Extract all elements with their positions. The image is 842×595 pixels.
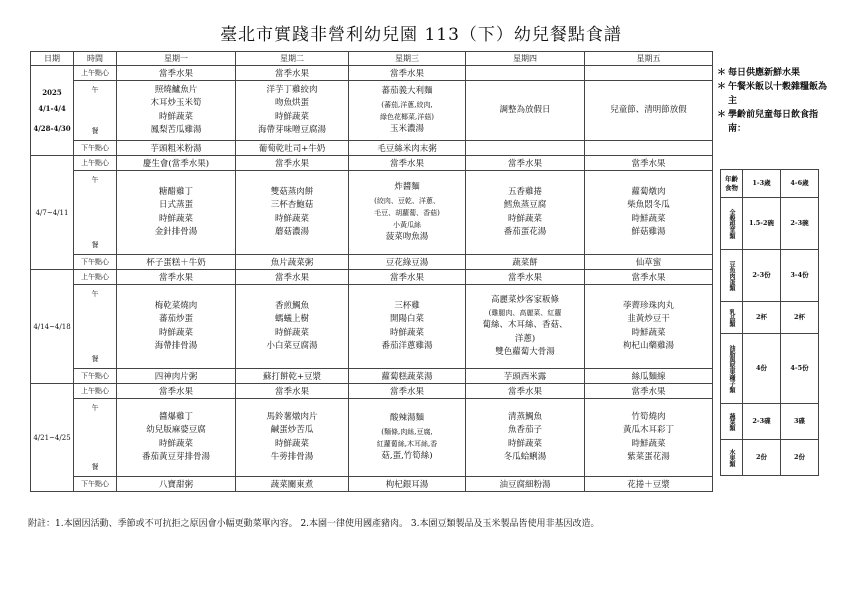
dish: (蕃茄,洋蔥,絞肉,: [381, 100, 433, 109]
guide-header-row: [721, 170, 819, 198]
dish: 荸薺珍珠肉丸: [622, 300, 674, 311]
note-item: ＊ 午餐米飯以十穀雜糧飯為主: [717, 82, 828, 106]
lunch-cell: [349, 81, 466, 141]
pm-snack-row: [31, 477, 713, 492]
guide-row: [721, 198, 819, 250]
dish: 時鮮蔬菜: [631, 213, 666, 224]
dish: 海帶排骨湯: [154, 341, 198, 351]
dish: 枸杞山藥雞湯: [622, 341, 674, 351]
guide-amount-1-3: 2-3份: [743, 250, 781, 302]
dish: 時鮮蔬菜: [507, 438, 542, 449]
dish: 紅蘿蔔絲,木耳絲,香: [376, 439, 438, 448]
lunch-cell: [236, 399, 349, 477]
dish: 照燒鱸魚片: [154, 84, 198, 95]
am-snack-cell: 當季水果: [466, 384, 585, 399]
am-snack-row: [31, 270, 713, 285]
dish: 高麗菜炒客家粄條: [490, 294, 559, 305]
guide-food: [721, 404, 743, 440]
lunch-label: [74, 285, 117, 369]
dish: 洋蔥): [514, 333, 536, 344]
pm-snack-cell: 油豆腐細粉湯: [466, 477, 585, 492]
lunch-label-2: 餐: [91, 355, 99, 363]
week-date: [31, 270, 74, 384]
dish: 時鮮蔬菜: [158, 111, 193, 122]
am-snack-label: 上午點心: [74, 66, 117, 81]
date-line: 4/7~4/11: [35, 208, 69, 217]
lunch-label: [74, 81, 117, 141]
guide-amount-4-6: 3碟: [781, 404, 819, 440]
header-tuesday: 星期二: [236, 52, 349, 66]
dish: (雞腿肉、高麗菜、紅蘿: [488, 309, 562, 317]
lunch-cell: [466, 81, 585, 141]
am-snack-cell: 當季水果: [349, 270, 466, 285]
dish: 三杯杏鮑菇: [270, 200, 314, 210]
dish: 糖醋雞丁: [158, 186, 193, 197]
dish: 三杯雞: [394, 300, 420, 311]
lunch-label-2: 餐: [91, 241, 99, 249]
dish: 時鮮蔬菜: [507, 213, 542, 224]
pm-snack-cell: 蘿蔔糕蔬菜湯: [349, 369, 466, 384]
pm-snack-cell: 芋頭粗米粉湯: [117, 141, 236, 156]
header-time: 時間: [74, 52, 117, 66]
pm-snack-cell: 四神肉片粥: [117, 369, 236, 384]
pm-snack-cell: 魚片蔬菜粥: [236, 255, 349, 270]
dish: 時鮮蔬菜: [274, 213, 309, 224]
dish: 蕃茄炒蛋: [158, 314, 193, 324]
lunch-cell: [236, 285, 349, 369]
am-snack-cell: [466, 66, 585, 81]
lunch-label-1: 午: [91, 176, 99, 184]
am-snack-cell: 當季水果: [349, 66, 466, 81]
dish: 小白菜豆腐湯: [266, 341, 318, 351]
week-date: [31, 156, 74, 270]
pm-snack-cell: 蔬菜關東煮: [236, 477, 349, 492]
dish: 洋芋丁雞絞肉: [266, 84, 318, 95]
am-snack-cell: 當季水果: [466, 156, 585, 171]
am-snack-row: [31, 156, 713, 171]
lunch-row: [31, 285, 713, 369]
am-snack-cell: 當季水果: [236, 66, 349, 81]
guide-food: [721, 302, 743, 334]
dish: 鹹蛋炒苦瓜: [270, 425, 314, 435]
diet-guide-table: [720, 169, 819, 476]
dish: 韭黃炒豆干: [627, 314, 670, 324]
header-row: [31, 52, 713, 66]
guide-row: [721, 440, 819, 476]
guide-amount-1-3: 2份: [743, 440, 781, 476]
am-snack-cell: 當季水果: [236, 270, 349, 285]
dish: 時鮮蔬菜: [274, 111, 309, 122]
lunch-row: [31, 171, 713, 255]
dish: 雙菇蒸肉餅: [270, 186, 314, 197]
dish: 木耳炒玉米筍: [150, 98, 202, 108]
lunch-label: [74, 399, 117, 477]
am-snack-cell: 當季水果: [117, 66, 236, 81]
guide-row: [721, 334, 819, 404]
lunch-label-1: 午: [91, 404, 99, 412]
lunch-cell: [466, 285, 585, 369]
guide-header-age-food: 年齡 食物: [721, 170, 743, 198]
pm-snack-row: [31, 141, 713, 156]
am-snack-cell: 當季水果: [236, 156, 349, 171]
lunch-cell: [466, 171, 585, 255]
pm-snack-cell: 枸杞銀耳湯: [349, 477, 466, 492]
lunch-cell: [466, 399, 585, 477]
dish: 毛豆、胡蘿蔔、香菇): [374, 208, 440, 217]
dish: 時鮮蔬菜: [158, 327, 193, 338]
dish: 菇,蛋,竹筍絲): [381, 450, 433, 461]
lunch-cell: [117, 399, 236, 477]
pm-snack-cell: 毛豆絲米肉末粥: [349, 141, 466, 156]
pm-snack-cell: [466, 141, 585, 156]
guide-food-label: 全穀根莖類: [728, 208, 735, 239]
dish: 鮮菇雞湯: [631, 227, 666, 237]
dish: 魚香茄子: [507, 425, 542, 435]
dish: 雙色蘿蔔大骨湯: [495, 347, 555, 357]
dish: 金針排骨湯: [154, 227, 198, 237]
date-line: 4/28-4/30: [33, 123, 71, 133]
guide-amount-1-3: 2-3碟: [743, 404, 781, 440]
date-line: 4/14~4/18: [33, 322, 71, 331]
guide-food-label: 乳品類: [728, 308, 735, 327]
dish: 黃瓜木耳彩丁: [622, 425, 674, 435]
pm-snack-label: 下午點心: [74, 369, 117, 384]
pm-snack-label: 下午點心: [74, 141, 117, 156]
guide-food-label: 水果類: [728, 448, 735, 467]
pm-snack-cell: 豆花綠豆湯: [349, 255, 466, 270]
dish: 蘑菇濃湯: [274, 227, 309, 237]
pm-snack-cell: 葡萄乾吐司+牛奶: [236, 141, 349, 156]
dish: 鱈魚蒸豆腐: [503, 200, 547, 210]
am-snack-cell: 當季水果: [585, 270, 713, 285]
menu-table: [30, 51, 713, 492]
pm-snack-cell: 蘇打餅乾+豆漿: [236, 369, 349, 384]
guide-row: [721, 250, 819, 302]
lunch-label-2: 餐: [91, 463, 99, 471]
dish: 兒童節、清明節放假: [610, 104, 687, 115]
am-snack-cell: 當季水果: [585, 384, 713, 399]
footer-note: 附註：1.本園因活動、季節或不可抗拒之原因會小幅更動菜單內容。 2.本園一律使用國產豬肉。 3.本園豆類製品及玉米製品皆使用非基因改造。: [28, 519, 600, 529]
dish: 香煎鯛魚: [274, 300, 309, 311]
am-snack-cell: 當季水果: [466, 270, 585, 285]
dish: 鳳梨苦瓜雞湯: [150, 125, 202, 135]
guide-amount-4-6: 4-5份: [781, 334, 819, 404]
dish: 玉米濃湯: [389, 123, 424, 134]
lunch-cell: [117, 171, 236, 255]
pm-snack-cell: 蔬菜餅: [466, 255, 585, 270]
week-date: [31, 66, 74, 156]
lunch-cell: [349, 285, 466, 369]
am-snack-cell: 當季水果: [117, 270, 236, 285]
pm-snack-cell: [585, 141, 713, 156]
guide-food: [721, 250, 743, 302]
guide-food: [721, 440, 743, 476]
am-snack-cell: [585, 66, 713, 81]
date-line: 4/21~4/25: [33, 433, 71, 442]
guide-row: [721, 404, 819, 440]
lunch-cell: [585, 171, 713, 255]
guide-amount-1-3: 2杯: [743, 302, 781, 334]
lunch-row: [31, 81, 713, 141]
note-item: ＊ 每日供應新鮮水果: [717, 68, 801, 78]
lunch-cell: [236, 81, 349, 141]
lunch-label-1: 午: [91, 290, 99, 298]
dish: 五香雞捲: [507, 186, 542, 197]
dish: 蕃茄義大利麵: [381, 86, 433, 96]
dish: (絞肉、豆乾、洋蔥、: [374, 196, 440, 205]
am-snack-cell: 當季水果: [349, 156, 466, 171]
guide-amount-1-3: 1.5-2碗: [743, 198, 781, 250]
dish: 清蒸鯛魚: [507, 411, 542, 422]
guide-food: [721, 334, 743, 404]
date-line: 2025: [42, 87, 62, 97]
am-snack-label: 上午點心: [74, 156, 117, 171]
dish: 海帶芽味噌豆腐湯: [257, 125, 326, 135]
dish: 番茄蛋花湯: [503, 227, 547, 237]
dish: 牛蒡排骨湯: [270, 452, 314, 462]
guide-food: [721, 198, 743, 250]
dish: 時鮮蔬菜: [274, 438, 309, 449]
header-friday: 星期五: [585, 52, 713, 66]
am-snack-label: 上午點心: [74, 270, 117, 285]
dish: 竹筍燒肉: [631, 411, 666, 422]
dish: 番茄黃豆芽排骨湯: [141, 452, 210, 462]
am-snack-cell: 當季水果: [117, 384, 236, 399]
dish: 菠菜吻魚湯: [385, 231, 429, 242]
dish: 時鮮蔬菜: [631, 327, 666, 338]
dish: 時鮮蔬菜: [274, 327, 309, 338]
guide-food-label: 蔬菜類: [728, 412, 735, 431]
am-snack-row: [31, 384, 713, 399]
dish: 日式蒸蛋: [158, 200, 193, 210]
pm-snack-label: 下午點心: [74, 255, 117, 270]
lunch-cell: [585, 285, 713, 369]
dish: 酸辣湯麵: [389, 413, 424, 423]
guide-food-label: 豆魚肉蛋類: [728, 260, 735, 291]
lunch-cell: [349, 399, 466, 477]
pm-snack-cell: 芋頭西米露: [466, 369, 585, 384]
pm-snack-cell: 絲瓜麵線: [585, 369, 713, 384]
guide-amount-1-3: 4份: [743, 334, 781, 404]
lunch-cell: [585, 399, 713, 477]
dish: 時鮮蔬菜: [158, 213, 193, 224]
dish: 吻魚烘蛋: [274, 98, 309, 108]
page-title: 臺北市實踐非營利幼兒園 113（下）幼兒餐點食譜: [220, 25, 622, 45]
am-snack-cell: 慶生會(當季水果): [117, 156, 236, 171]
dish: 梅乾菜燒肉: [154, 300, 198, 311]
guide-amount-4-6: 2杯: [781, 302, 819, 334]
dish: 柴魚悶冬瓜: [627, 200, 670, 210]
lunch-cell: [349, 171, 466, 255]
guide-food-label: 油脂與堅果種子類: [728, 344, 735, 393]
pm-snack-label: 下午點心: [74, 477, 117, 492]
dish: 調整為放假日: [499, 104, 551, 115]
header-thursday: 星期四: [466, 52, 585, 66]
dish: 蘿蔔燉肉: [631, 186, 666, 197]
dish: 蔔絲、木耳絲、香菇、: [482, 320, 568, 330]
header-wednesday: 星期三: [349, 52, 466, 66]
dish: 時鮮蔬菜: [158, 438, 193, 449]
pm-snack-row: [31, 255, 713, 270]
pm-snack-cell: 花捲＋豆漿: [585, 477, 713, 492]
guide-header-age-1-3: 1-3歲: [743, 170, 781, 198]
dish: 紫菜蛋花湯: [627, 452, 670, 462]
am-snack-cell: 當季水果: [349, 384, 466, 399]
lunch-cell: [236, 171, 349, 255]
guide-amount-4-6: 2-3碗: [781, 198, 819, 250]
guide-row: [721, 302, 819, 334]
notes-panel: [717, 66, 829, 136]
header-monday: 星期一: [117, 52, 236, 66]
lunch-label: [74, 171, 117, 255]
lunch-label-2: 餐: [91, 127, 99, 135]
dish: (麵條,肉絲,豆腐,: [381, 427, 433, 436]
dish: 炸醬麵: [394, 182, 420, 192]
lunch-label-1: 午: [91, 86, 99, 94]
date-line: 4/1-4/4: [38, 103, 66, 113]
dish: 小黃瓜絲: [393, 220, 421, 229]
lunch-cell: [585, 81, 713, 141]
week-date: [31, 384, 74, 492]
guide-amount-4-6: 3-4份: [781, 250, 819, 302]
pm-snack-cell: 八寶甜粥: [117, 477, 236, 492]
dish: 番茄洋蔥雞湯: [381, 341, 433, 351]
dish: 綠色花椰菜,洋菇): [380, 112, 434, 121]
dish: 馬鈴薯燉肉片: [266, 411, 318, 422]
dish: 幼兒版麻婆豆腐: [146, 425, 206, 435]
am-snack-cell: 當季水果: [585, 156, 713, 171]
dish: 時鮮蔬菜: [631, 438, 666, 449]
guide-amount-4-6: 2份: [781, 440, 819, 476]
am-snack-label: 上午點心: [74, 384, 117, 399]
lunch-cell: [117, 285, 236, 369]
dish: 冬瓜蛤蜊湯: [503, 452, 547, 462]
lunch-row: [31, 399, 713, 477]
dish: 螞蟻上樹: [274, 314, 309, 324]
note-item: ＊ 學齡前兒童每日飲食指南：: [717, 110, 819, 134]
am-snack-row: [31, 66, 713, 81]
pm-snack-cell: 仙草蜜: [585, 255, 713, 270]
am-snack-cell: 當季水果: [236, 384, 349, 399]
lunch-cell: [117, 81, 236, 141]
guide-header-age-4-6: 4-6歲: [781, 170, 819, 198]
header-date: 日期: [31, 52, 74, 66]
dish: 時鮮蔬菜: [389, 327, 424, 338]
pm-snack-row: [31, 369, 713, 384]
pm-snack-cell: 杯子蛋糕＋牛奶: [117, 255, 236, 270]
dish: 開陽白菜: [389, 314, 424, 324]
dish: 醬爆雞丁: [158, 411, 193, 422]
